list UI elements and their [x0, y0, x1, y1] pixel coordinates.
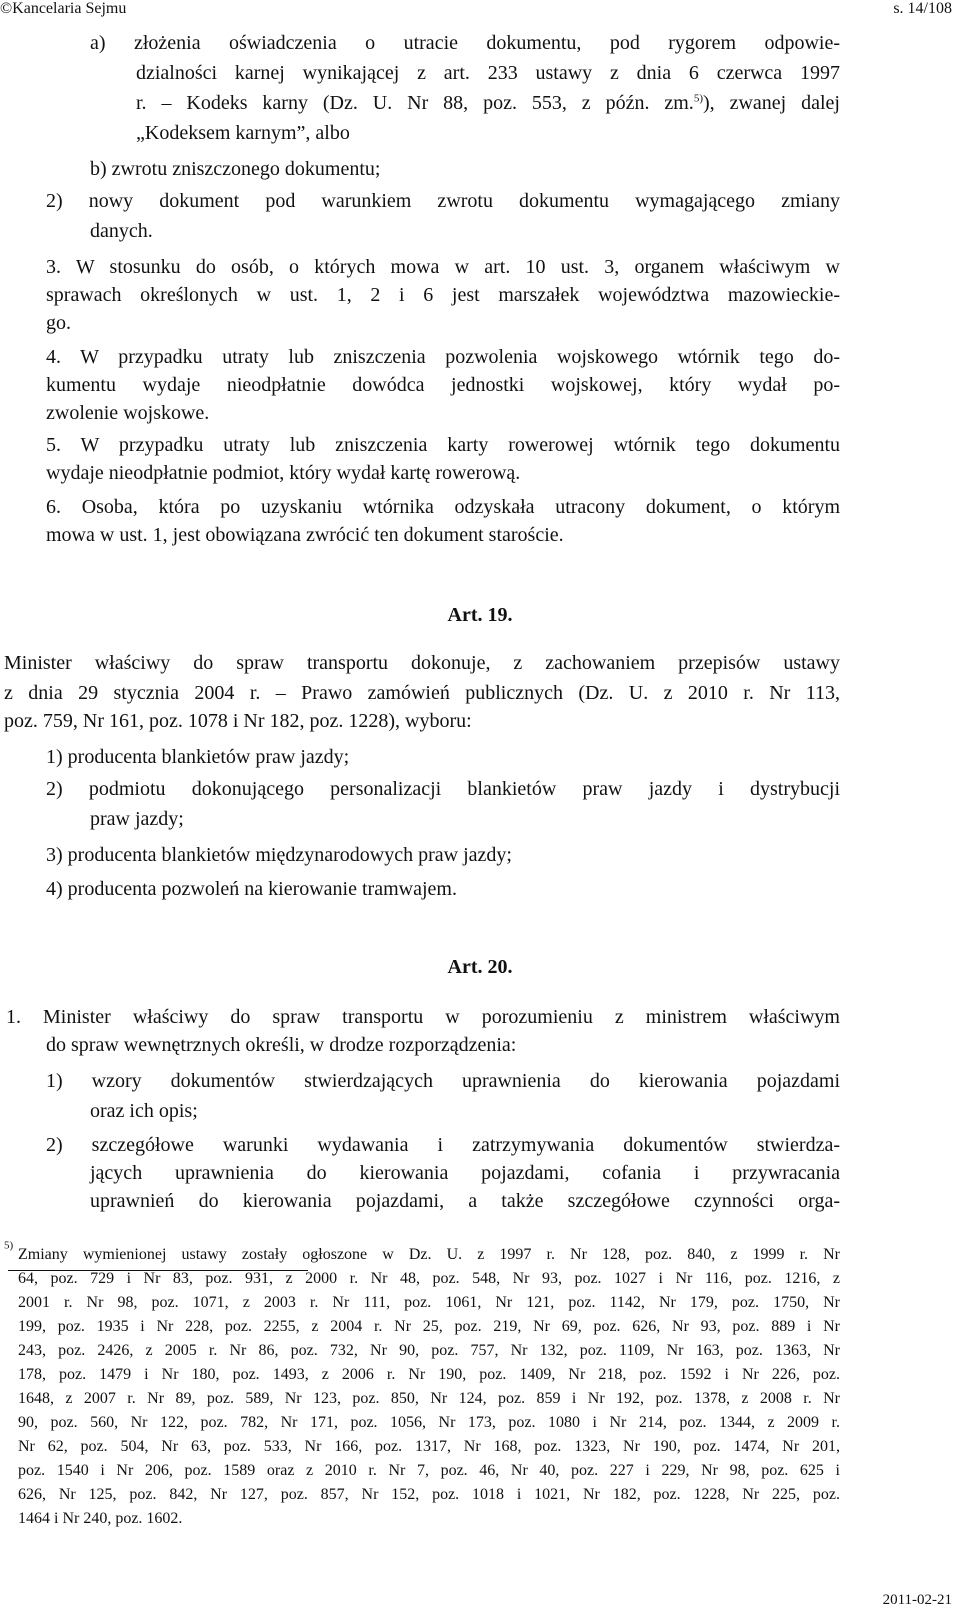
footnote-line: 1648, z 2007 r. Nr 89, poz. 589, Nr 123, poz. 850, Nr 124, poz. 859 i Nr 192, poz. 1378, z 2008 r. Nr: [18, 1390, 840, 1407]
footer-date: 2011-02-21: [882, 1592, 952, 1608]
page-number: s. 14/108: [893, 0, 952, 17]
page-header: [0, 0, 960, 22]
text-line: wydaje nieodpłatnie podmiot, który wydał kartę rowerową.: [46, 462, 521, 484]
text-line: zwolenie wojskowe.: [46, 402, 210, 424]
text-line: do spraw wewnętrznych określi, w drodze rozporządzenia:: [46, 1034, 517, 1056]
article-heading: Art. 19.: [447, 604, 513, 626]
list-item: 1) producenta blankietów praw jazdy;: [46, 746, 350, 768]
text-line: Minister właściwy do spraw transportu dokonuje, z zachowaniem przepisów ustawy: [4, 652, 840, 674]
footnote-line: 626, Nr 125, poz. 842, Nr 127, poz. 857, Nr 152, poz. 1018 i 1021, Nr 182, poz. 1228, Nr 225, poz.: [18, 1486, 840, 1503]
footnote-line: Nr 62, poz. 504, Nr 63, poz. 533, Nr 166, poz. 1317, Nr 168, poz. 1323, Nr 190, poz. 1474, Nr 201,: [18, 1438, 840, 1455]
text-line: z dnia 29 stycznia 2004 r. – Prawo zamówień publicznych (Dz. U. z 2010 r. Nr 113,: [4, 682, 840, 704]
list-item: 1) wzory dokumentów stwierdzających uprawnienia do kierowania pojazdami: [46, 1070, 840, 1092]
text-line: 2) nowy dokument pod warunkiem zwrotu dokumentu wymagającego zmiany: [46, 190, 840, 212]
text-line: uprawnień do kierowania pojazdami, a także szczegółowe czynności orga-: [90, 1190, 840, 1212]
text-line: dzialności karnej wynikającej z art. 233 ustawy z dnia 6 czerwca 1997: [136, 62, 840, 84]
text-line: kumentu wydaje nieodpłatnie dowódca jednostki wojskowej, który wydał po-: [46, 374, 840, 396]
text-line: 5. W przypadku utraty lub zniszczenia karty rowerowej wtórnik tego dokumentu: [46, 434, 840, 456]
footnote-line: Zmiany wymienionej ustawy zostały ogłoszone w Dz. U. z 1997 r. Nr 128, poz. 840, z 1999 r. Nr: [18, 1246, 840, 1263]
text-line: danych.: [90, 220, 153, 242]
text-line: a) złożenia oświadczenia o utracie dokumentu, pod rygorem odpowie-: [90, 32, 840, 54]
footnote-line: 64, poz. 729 i Nr 83, poz. 931, z 2000 r. Nr 48, poz. 548, Nr 93, poz. 1027 i Nr 116, poz. 1216, z: [18, 1270, 840, 1287]
text-line: 3. W stosunku do osób, o których mowa w art. 10 ust. 3, organem właściwym w: [46, 256, 840, 278]
text-line: b) zwrotu zniszczonego dokumentu;: [90, 158, 381, 180]
text-line: mowa w ust. 1, jest obowiązana zwrócić ten dokument staroście.: [46, 524, 564, 546]
text-line: 4. W przypadku utraty lub zniszczenia pozwolenia wojskowego wtórnik tego do-: [46, 346, 840, 368]
text-line: poz. 759, Nr 161, poz. 1078 i Nr 182, poz. 1228), wyboru:: [4, 710, 472, 732]
text-line: 1. Minister właściwy do spraw transportu w porozumieniu z ministrem właściwym: [6, 1006, 840, 1028]
source-label: ©Kancelaria Sejmu: [0, 0, 127, 17]
list-item: 2) podmiotu dokonującego personalizacji blankietów praw jazdy i dystrybucji: [46, 778, 840, 800]
list-item: 4) producenta pozwoleń na kierowanie tramwajem.: [46, 878, 457, 900]
text-line: r. – Kodeks karny (Dz. U. Nr 88, poz. 553, z późn. zm.$^{5)}$), zwanej dalej: [136, 92, 840, 114]
text-line: praw jazdy;: [90, 808, 184, 830]
text-line: „Kodeksem karnym”, albo: [136, 122, 350, 144]
text-line: go.: [46, 312, 71, 334]
text-line: sprawach określonych w ust. 1, 2 i 6 jest marszałek województwa mazowieckie-: [46, 284, 840, 306]
article-heading: Art. 20.: [447, 956, 513, 978]
text-line: jących uprawnienia do kierowania pojazdami, cofania i przywracania: [90, 1162, 840, 1184]
footnote-marker: 5): [4, 1239, 14, 1252]
text-line: oraz ich opis;: [90, 1100, 198, 1122]
footnote-line: poz. 1540 i Nr 206, poz. 1589 oraz z 2010 r. Nr 7, poz. 46, Nr 40, poz. 227 i 229, Nr 98, poz. 625 i: [18, 1462, 840, 1479]
footnote-line: 2001 r. Nr 98, poz. 1071, z 2003 r. Nr 111, poz. 1061, Nr 121, poz. 1142, Nr 179, poz. 1750, Nr: [18, 1294, 840, 1311]
footnote-reference[interactable]: 5): [693, 92, 703, 105]
footnote-line: 1464 i Nr 240, poz. 1602.: [18, 1510, 183, 1527]
footnote-line: 90, poz. 560, Nr 122, poz. 782, Nr 171, poz. 1056, Nr 173, poz. 1080 i Nr 214, poz. 1344, z 2009 r.: [18, 1414, 840, 1431]
footnote-line: 178, poz. 1479 i Nr 180, poz. 1493, z 2006 r. Nr 190, poz. 1409, Nr 218, poz. 1592 i Nr 226, poz.: [18, 1366, 840, 1383]
footnote-line: 243, poz. 2426, z 2005 r. Nr 86, poz. 732, Nr 90, poz. 757, Nr 132, poz. 1109, Nr 163, poz. 1363, Nr: [18, 1342, 840, 1359]
footnote-line: 199, poz. 1935 i Nr 228, poz. 2255, z 2004 r. Nr 25, poz. 219, Nr 69, poz. 626, Nr 93, poz. 889 i Nr: [18, 1318, 840, 1335]
list-item: 2) szczegółowe warunki wydawania i zatrzymywania dokumentów stwierdza-: [46, 1134, 840, 1156]
text-line: 6. Osoba, która po uzyskaniu wtórnika odzyskała utracony dokument, o którym: [46, 496, 840, 518]
list-item: 3) producenta blankietów międzynarodowych praw jazdy;: [46, 844, 512, 866]
